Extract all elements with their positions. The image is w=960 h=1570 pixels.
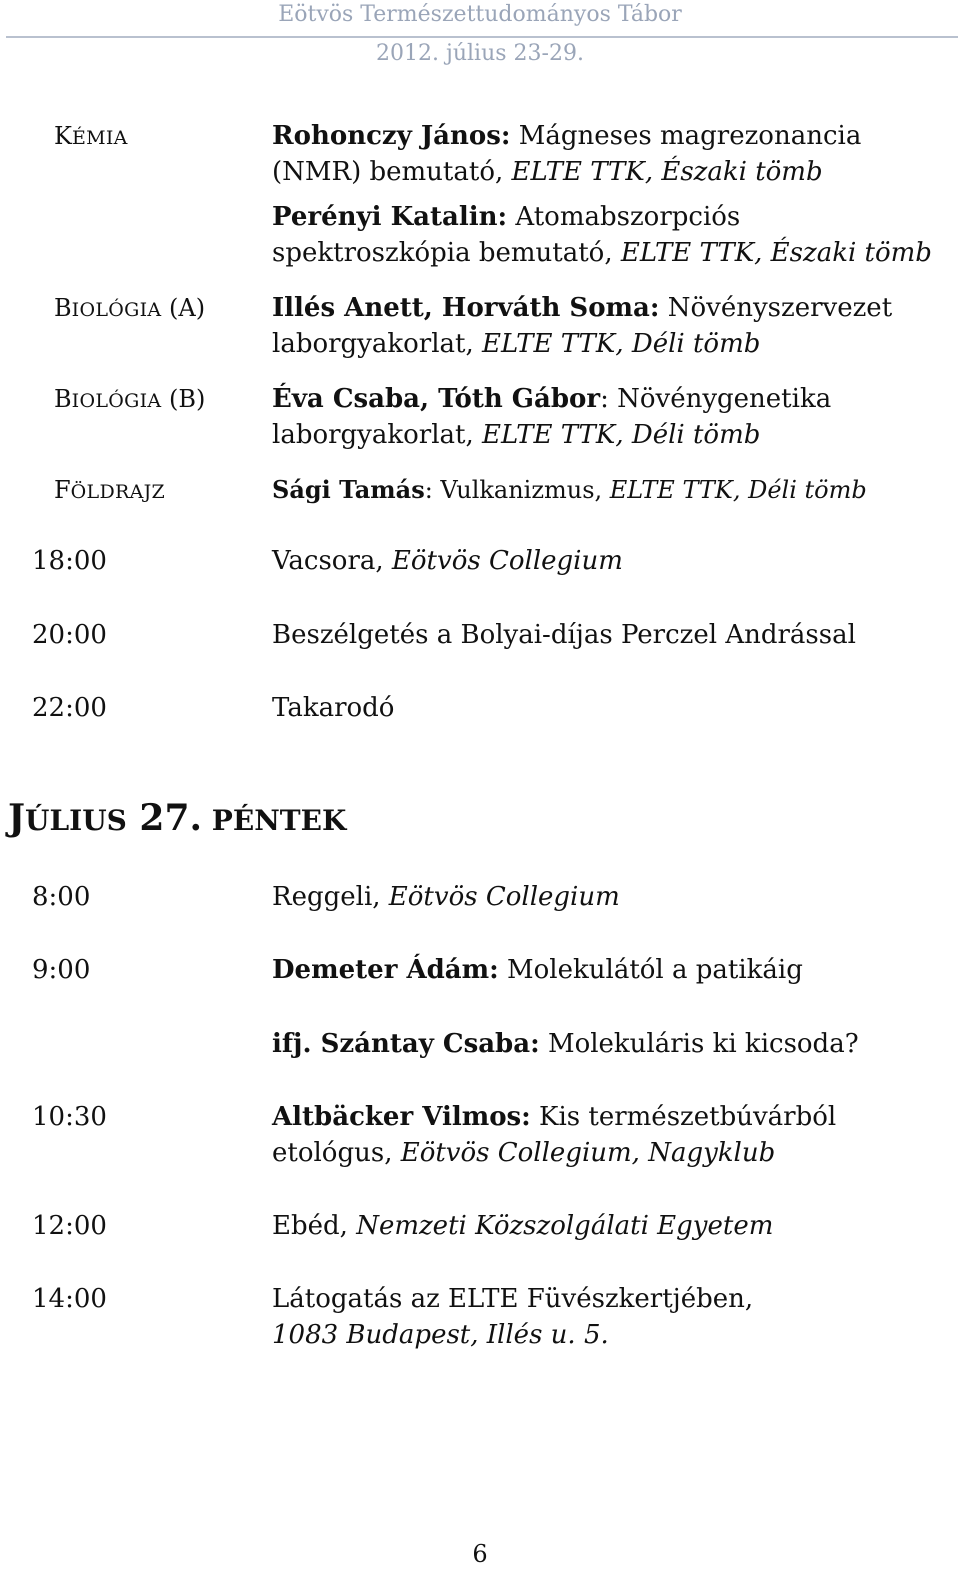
entry-bio-b [272,381,952,453]
entry-place: Eötvös Collegium, Nagyklub [400,1138,776,1168]
time-1200: 12:00 [32,1211,107,1241]
time-800: 8:00 [32,882,91,912]
entry-text: : Vulkanizmus, [424,476,610,504]
entry-text: Molekuláris ki kicsoda? [539,1029,859,1059]
entry-ebed [272,1208,952,1244]
speaker: Rohonczy János: [272,121,511,151]
subject-initial: F [54,476,71,504]
speaker: Altbäcker Vilmos: [272,1102,531,1132]
header-title: Eötvös Természettudományos Tábor [278,2,682,27]
entry-text: spektroszkópia bemutató, [272,238,621,268]
entry-vacsora [272,543,952,579]
entry-place: ELTE TTK, Északi tömb [511,157,823,187]
entry-szantay [272,1026,952,1062]
subject-rest: IOLÓGIA [71,390,162,412]
entry-beszelgetes [272,617,952,653]
subject-kemia [54,118,128,156]
entry-foldrajz [272,472,952,508]
speaker: Demeter Ádám: [272,955,499,985]
entry-altbacker [272,1099,952,1171]
subject-rest: ÖLDRAJZ [70,481,166,503]
entry-kemia-1 [272,118,952,190]
entry-text: Látogatás az ELTE Füvészkertjében, [272,1284,754,1314]
speaker: Illés Anett, Horváth Soma: [272,293,660,323]
subject-suffix: (A) [161,294,206,322]
time-1030: 10:30 [32,1102,107,1132]
entry-text: Vacsora, [272,546,392,576]
entry-bio-a [272,290,952,362]
entry-fuveszkert [272,1281,952,1353]
entry-text: (NMR) bemutató, [272,157,512,187]
entry-text: Takarodó [272,693,395,723]
entry-text: Növényszervezet [659,293,893,323]
subject-rest: IOLÓGIA [71,299,162,321]
entry-text: laborgyakorlat, [272,329,483,359]
entry-text: laborgyakorlat, [272,420,483,450]
entry-text: Reggeli, [272,882,389,912]
speaker: Perényi Katalin: [272,202,508,232]
entry-place: ELTE TTK, Déli tömb [482,420,761,450]
entry-place: Nemzeti Közszolgálati Egyetem [356,1211,774,1241]
page-number: 6 [472,1540,488,1568]
subject-initial: B [54,385,72,413]
time-900: 9:00 [32,955,91,985]
entry-text: Kis természetbúvárból [530,1102,837,1132]
speaker: Sági Tamás [272,475,425,504]
day-heading-number: 27. [126,797,203,839]
page-header [0,0,960,70]
time-1800: 18:00 [32,546,107,576]
entry-text: Beszélgetés a Bolyai-díjas Perczel Andrással [272,620,856,650]
subject-initial: B [54,294,72,322]
entry-place: ELTE TTK, Déli tömb [482,329,761,359]
entry-demeter [272,952,952,988]
entry-place: Eötvös Collegium [388,882,620,912]
time-1400: 14:00 [32,1284,107,1314]
day-heading-weekday: PÉNTEK [202,804,347,837]
entry-text: Ebéd, [272,1211,357,1241]
entry-text: : Növénygenetika [600,384,832,414]
entry-place: Eötvös Collegium [391,546,623,576]
subject-biologia-b [54,381,205,419]
speaker: Éva Csaba, Tóth Gábor [272,384,601,414]
time-2200: 22:00 [32,693,107,723]
subject-rest: ÉMIA [71,127,128,149]
day-heading [8,796,346,843]
entry-text: Molekulától a patikáig [498,955,803,985]
entry-text: Atomabszorpciós [507,202,741,232]
entry-text: Mágneses magrezonancia [510,121,862,151]
day-heading-initial: J [8,797,26,839]
subject-biologia-a [54,290,205,328]
entry-place: ELTE TTK, Déli tömb [609,476,867,504]
header-divider [6,36,958,38]
entry-reggeli [272,879,952,915]
day-heading-month: ÚLIUS [25,804,127,837]
entry-kemia-2 [272,199,952,271]
entry-text: etológus, [272,1138,401,1168]
subject-suffix: (B) [161,385,206,413]
subject-foldrajz [54,472,165,510]
time-2000: 20:00 [32,620,107,650]
header-date: 2012. július 23-29. [376,41,584,66]
entry-takarodo [272,690,952,726]
entry-place: ELTE TTK, Északi tömb [620,238,932,268]
speaker: ifj. Szántay Csaba: [272,1029,540,1059]
entry-place: 1083 Budapest, Illés u. 5. [272,1320,609,1350]
subject-initial: K [54,122,72,150]
